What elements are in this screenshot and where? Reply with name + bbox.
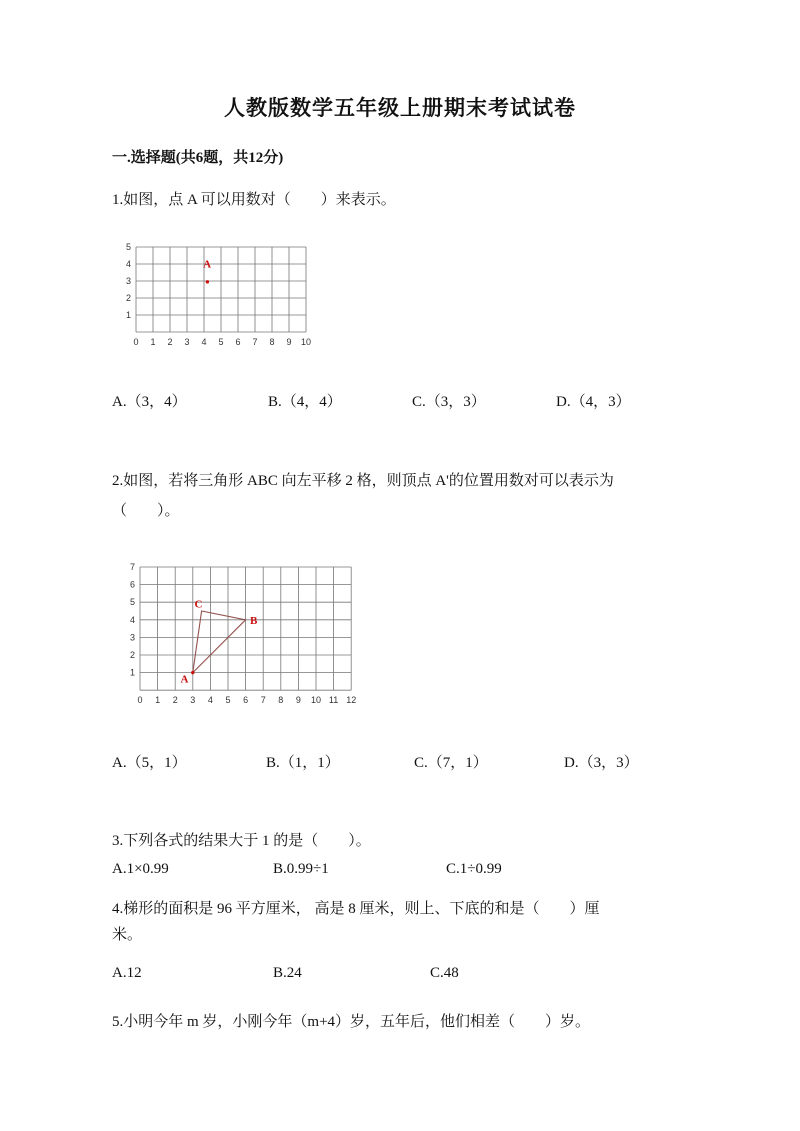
q2-options xyxy=(112,751,732,771)
q1-options xyxy=(112,390,732,410)
q2-option-d: D.（3，3） xyxy=(564,755,639,771)
svg-text:B: B xyxy=(250,615,258,628)
q5-text: 5.小明今年 m 岁，小刚今年（m+4）岁，五年后，他们相差（ ）岁。 xyxy=(112,1014,591,1030)
svg-text:1: 1 xyxy=(125,310,131,320)
svg-text:1: 1 xyxy=(155,695,161,706)
svg-text:A: A xyxy=(180,673,189,686)
svg-text:A: A xyxy=(203,258,212,271)
svg-text:3: 3 xyxy=(190,695,196,706)
svg-text:5: 5 xyxy=(218,337,224,347)
q4-text-line2: 米。 xyxy=(112,927,143,943)
q2-option-c: C.（7，1） xyxy=(414,755,488,771)
svg-text:5: 5 xyxy=(225,695,231,706)
svg-text:2: 2 xyxy=(125,293,131,303)
svg-text:2: 2 xyxy=(167,337,173,347)
q1-option-b: B.（4，4） xyxy=(268,394,342,410)
q4-text-line1: 4.梯形的面积是 96 平方厘米， 高是 8 厘米，则上、下底的和是（ ）厘 xyxy=(112,901,600,917)
svg-text:0: 0 xyxy=(133,337,139,347)
svg-text:0: 0 xyxy=(137,695,143,706)
q3-text: 3.下列各式的结果大于 1 的是（ ）。 xyxy=(112,833,371,849)
svg-text:8: 8 xyxy=(278,695,284,706)
q3-options xyxy=(112,861,732,881)
q1-option-d: D.（4，3） xyxy=(556,394,631,410)
svg-text:2: 2 xyxy=(172,695,178,706)
svg-text:4: 4 xyxy=(125,259,131,269)
q3-option-c: C.1÷0.99 xyxy=(446,861,502,877)
q1-coordinate-grid xyxy=(118,239,320,352)
svg-text:10: 10 xyxy=(300,337,312,347)
svg-text:3: 3 xyxy=(125,276,131,286)
svg-text:6: 6 xyxy=(129,579,135,590)
svg-text:9: 9 xyxy=(286,337,292,347)
svg-text:3: 3 xyxy=(184,337,190,347)
svg-text:11: 11 xyxy=(328,695,339,706)
q2-option-b: B.（1，1） xyxy=(266,755,340,771)
q4-option-a: A.12 xyxy=(112,965,142,981)
svg-text:2: 2 xyxy=(129,650,135,660)
q1-option-a: A.（3，4） xyxy=(112,394,187,410)
q1-text: 1.如图，点 A 可以用数对（ ）来表示。 xyxy=(112,192,396,208)
svg-text:7: 7 xyxy=(252,337,258,347)
section-heading: 一.选择题(共6题，共12分) xyxy=(112,150,284,166)
svg-text:7: 7 xyxy=(260,695,266,706)
svg-text:6: 6 xyxy=(235,337,241,347)
q2-option-a: A.（5，1） xyxy=(112,755,187,771)
svg-text:3: 3 xyxy=(129,632,135,643)
q3-option-b: B.0.99÷1 xyxy=(273,861,329,877)
svg-text:5: 5 xyxy=(129,597,135,608)
q4-options xyxy=(112,965,732,985)
page-title: 人教版数学五年级上册期末考试试卷 xyxy=(224,96,576,120)
svg-text:8: 8 xyxy=(269,337,275,347)
svg-text:1: 1 xyxy=(150,337,156,347)
svg-text:10: 10 xyxy=(310,695,322,706)
svg-text:4: 4 xyxy=(207,695,213,706)
q4-option-c: C.48 xyxy=(430,965,459,981)
q2-text-line2: （ ）。 xyxy=(112,503,180,519)
svg-text:7: 7 xyxy=(129,562,135,572)
q2-text-line1: 2.如图，若将三角形 ABC 向左平移 2 格，则顶点 A'的位置用数对可以表示为 xyxy=(112,473,614,489)
q2-coordinate-grid xyxy=(122,559,365,710)
svg-text:12: 12 xyxy=(346,695,357,706)
svg-text:5: 5 xyxy=(125,242,131,252)
svg-text:4: 4 xyxy=(129,614,135,625)
svg-text:4: 4 xyxy=(201,337,207,347)
q1-option-c: C.（3，3） xyxy=(412,394,486,410)
svg-text:9: 9 xyxy=(295,695,301,706)
q3-option-a: A.1×0.99 xyxy=(112,861,169,877)
svg-text:6: 6 xyxy=(243,695,249,706)
svg-text:C: C xyxy=(194,598,203,611)
svg-text:1: 1 xyxy=(129,667,135,678)
q4-option-b: B.24 xyxy=(273,965,302,981)
